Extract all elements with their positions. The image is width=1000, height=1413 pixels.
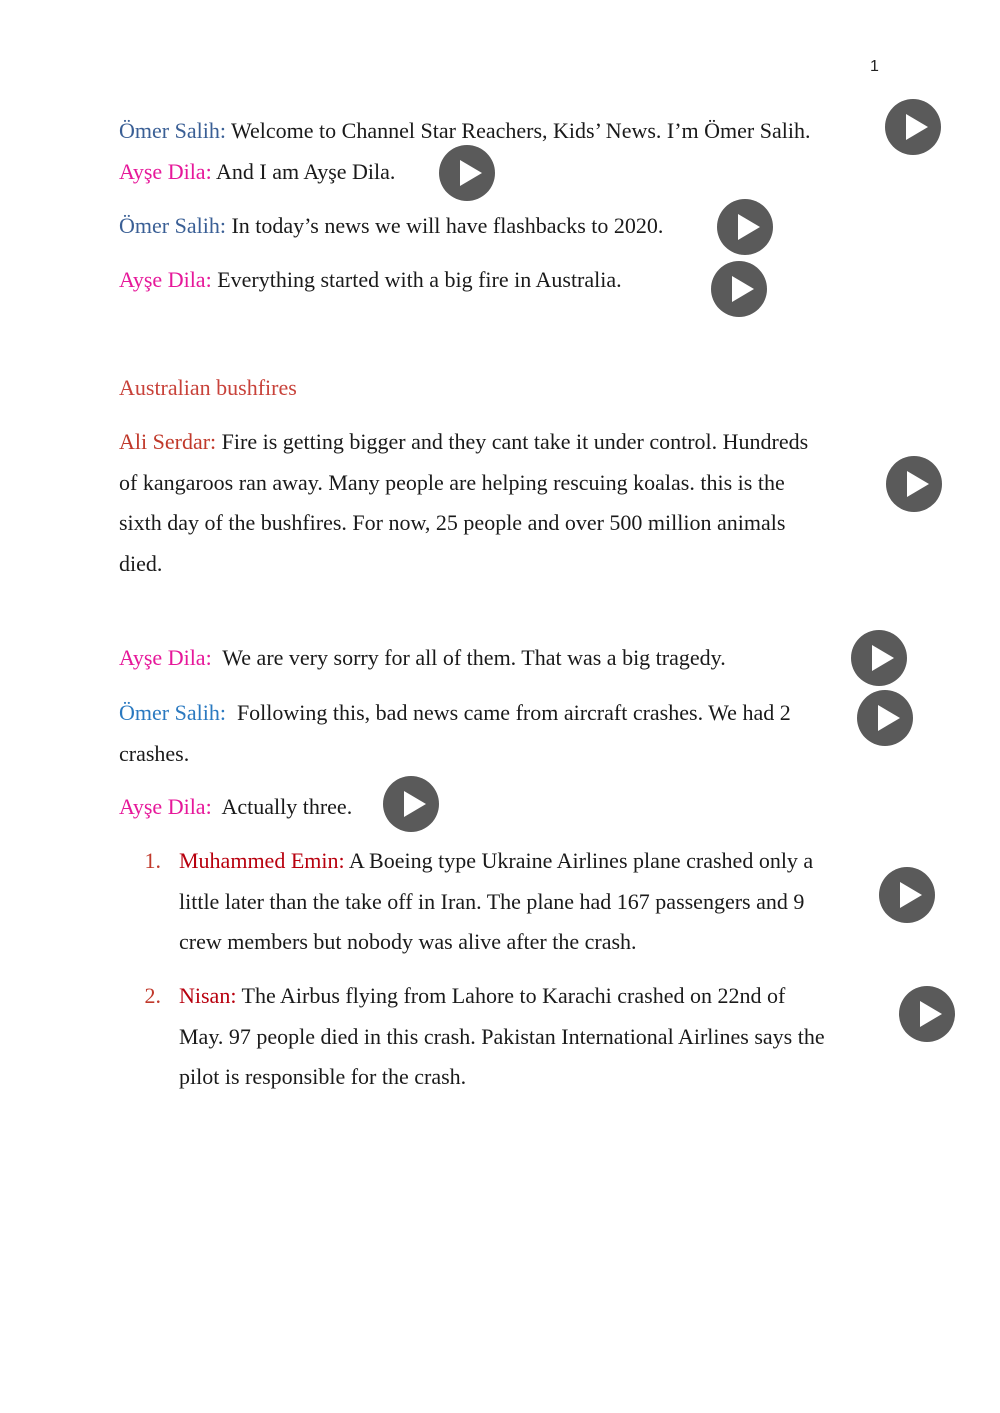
play-audio-button[interactable]	[879, 867, 935, 923]
speaker-label: Ömer Salih:	[119, 213, 226, 238]
paragraph-text: The Airbus flying from Lahore to Karachi crashed on 22nd of	[236, 983, 786, 1008]
list-number: 2.	[144, 983, 161, 1008]
paragraph-line: died.	[119, 551, 163, 577]
dialogue-text: Following this, bad news came from aircraft crashes. We had 2	[225, 700, 791, 725]
play-audio-button[interactable]	[857, 690, 913, 746]
bushfire-paragraph	[119, 422, 808, 585]
list-item	[144, 841, 814, 963]
paragraph-text: Fire is getting bigger and they cant take it under control. Hundreds	[216, 429, 809, 454]
dialogue-line-6	[119, 693, 791, 774]
dialogue-text: In today’s news we will have flashbacks to 2020.	[225, 213, 664, 238]
paragraph-line: little later than the take off in Iran. The plane had 167 passengers and 9	[179, 888, 805, 914]
dialogue-line-7	[119, 787, 352, 827]
speaker-label: Ömer Salih:	[119, 700, 226, 725]
dialogue-text: And I am Ayşe Dila.	[211, 159, 396, 184]
dialogue-text: Actually three.	[211, 794, 353, 819]
paragraph-line: sixth day of the bushfires. For now, 25 people and over 500 million animals	[119, 510, 786, 536]
paragraph-line: May. 97 people died in this crash. Pakistan International Airlines says the	[179, 1023, 825, 1049]
speaker-label: Ömer Salih:	[119, 118, 226, 143]
paragraph-line: of kangaroos ran away. Many people are helping rescuing koalas. this is the	[119, 469, 785, 495]
play-audio-button[interactable]	[899, 986, 955, 1042]
list-number: 1.	[144, 848, 161, 873]
speaker-label: Ali Serdar:	[119, 429, 217, 454]
section-heading: Australian bushfires	[119, 375, 297, 400]
paragraph-line	[179, 976, 825, 1017]
speaker-label: Ayşe Dila:	[119, 267, 212, 292]
speaker-label: Nisan:	[179, 983, 237, 1008]
page-number: 1	[870, 58, 879, 75]
dialogue-text: We are very sorry for all of them. That was a big tragedy.	[211, 645, 726, 670]
paragraph-line: pilot is responsible for the crash.	[179, 1064, 467, 1090]
paragraph-text: A Boeing type Ukraine Airlines plane crashed only a	[344, 848, 814, 873]
list-item	[144, 976, 825, 1098]
paragraph-line: crashes.	[119, 740, 190, 766]
paragraph-line	[119, 422, 808, 463]
dialogue-line-4	[119, 260, 622, 300]
dialogue-text: Welcome to Channel Star Reachers, Kids’ News. I’m Ömer Salih.	[225, 118, 811, 143]
play-audio-button[interactable]	[711, 261, 767, 317]
play-audio-button[interactable]	[439, 145, 495, 201]
dialogue-line-2	[119, 152, 395, 192]
play-audio-button[interactable]	[885, 99, 941, 155]
dialogue-line-5	[119, 638, 726, 678]
play-audio-button[interactable]	[851, 630, 907, 686]
play-audio-button[interactable]	[886, 456, 942, 512]
speaker-label: Ayşe Dila:	[119, 645, 212, 670]
play-audio-button[interactable]	[383, 776, 439, 832]
dialogue-text: Everything started with a big fire in Australia.	[211, 267, 622, 292]
dialogue-line-3	[119, 206, 663, 246]
play-audio-button[interactable]	[717, 199, 773, 255]
speaker-label: Ayşe Dila:	[119, 794, 212, 819]
paragraph-line: crew members but nobody was alive after the crash.	[179, 929, 637, 955]
paragraph-line	[179, 841, 813, 882]
speaker-label: Muhammed Emin:	[179, 848, 345, 873]
paragraph-line	[119, 693, 791, 734]
speaker-label: Ayşe Dila:	[119, 159, 212, 184]
